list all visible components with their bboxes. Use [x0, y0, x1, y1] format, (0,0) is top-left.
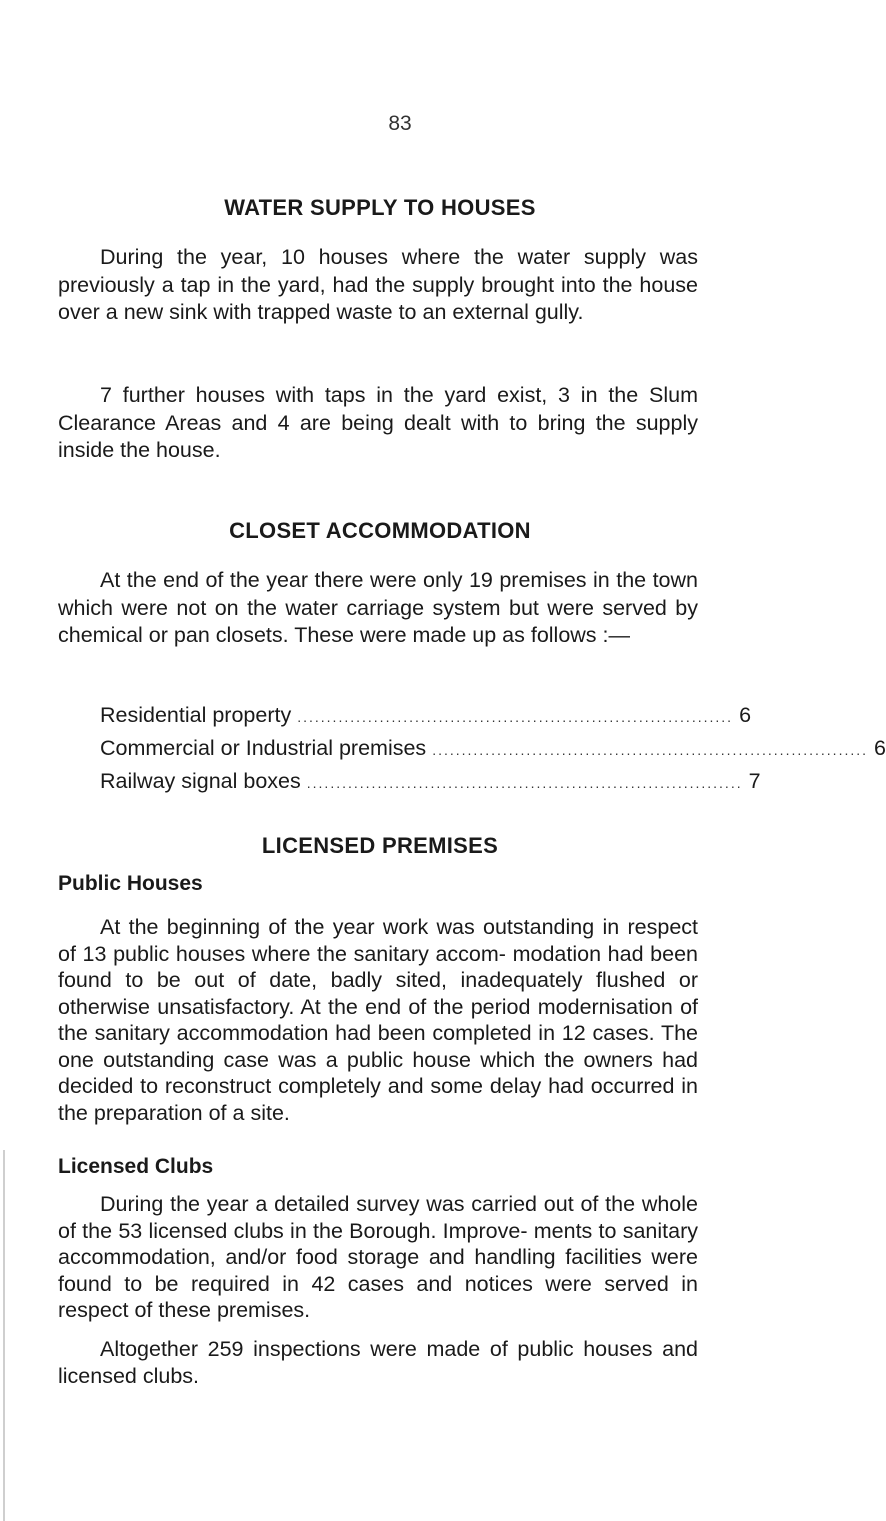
list-item-label: Railway signal boxes	[100, 769, 301, 793]
paragraph-public-houses: At the beginning of the year work was outstanding in respect of 13 public houses where the sanitary accom- modation had been found to be out of date, badly sited, inadequately flushed or otherwise unsatisfactory. At the end of the period modernisation of the sanitary accommodation had been completed in 12 cases. The one outstanding case was a public house which the owners had decided to reconstruct completely and some delay had occurred in the preparation of a site.	[58, 915, 698, 1125]
heading-licensed-premises: LICENSED PREMISES	[261, 833, 499, 858]
list-item-value: 7	[748, 769, 761, 793]
dot-leader: ..........................................................................	[432, 742, 869, 758]
list-item	[100, 769, 761, 802]
list-item	[100, 736, 886, 769]
paragraph-water-supply-2: 7 further houses with taps in the yard exist, 3 in the Slum Clearance Areas and 4 are being dealt with to bring the supply inside the house.	[58, 383, 698, 462]
dot-leader: ..........................................................................	[297, 709, 734, 725]
paragraph-water-supply-1: During the year, 10 houses where the water supply was previously a tap in the yard, had the supply brought into the house over a new sink with trapped waste to an external gully.	[58, 245, 698, 324]
closet-list	[100, 703, 886, 802]
list-item-value: 6	[739, 703, 752, 727]
heading-water-supply: WATER SUPPLY TO HOUSES	[224, 195, 536, 220]
paragraph-closet-accommodation: At the end of the year there were only 19 premises in the town which were not on the water carriage system but were served by chemical or pan closets. These were made up as follows :—	[58, 568, 698, 647]
list-item-value: 6	[874, 736, 886, 760]
page-number: 83	[388, 112, 412, 135]
list-item-label: Commercial or Industrial premises	[100, 736, 427, 760]
subheading-public-houses: Public Houses	[58, 872, 203, 895]
paragraph-licensed-clubs-1: During the year a detailed survey was carried out of the whole of the 53 licensed clubs in the Borough. Improve- ments to sanitary accommodation, and/or food storage and handling facilities were found to be required in 42 cases and notices were served in respect of these premises.	[58, 1192, 698, 1322]
scan-edge-mark	[3, 1150, 5, 1521]
subheading-licensed-clubs: Licensed Clubs	[58, 1155, 214, 1178]
list-item-label: Residential property	[100, 703, 292, 727]
list-item	[100, 703, 752, 736]
heading-closet-accommodation: CLOSET ACCOMMODATION	[229, 518, 531, 543]
paragraph-licensed-clubs-2: Altogether 259 inspections were made of public houses and licensed clubs.	[58, 1337, 698, 1388]
dot-leader: ..........................................................................	[306, 775, 743, 791]
